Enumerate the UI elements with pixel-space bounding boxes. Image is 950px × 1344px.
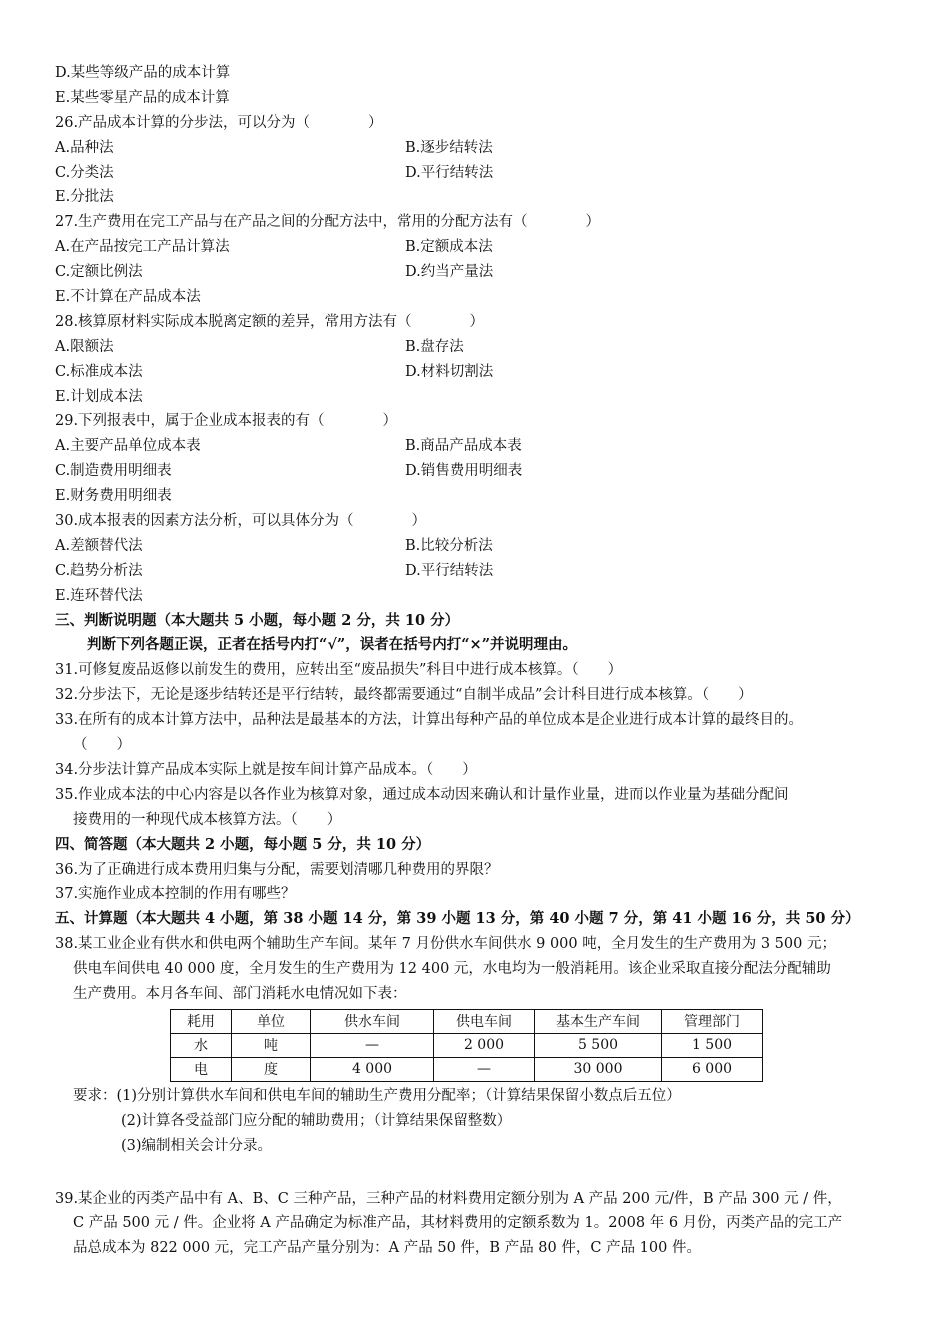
question-38-requirement-2: (2)计算各受益部门应分配的辅助费用；（计算结果保留整数）: [121, 1112, 512, 1129]
question-30-row-cd: [55, 559, 905, 584]
section-4-title: 四、简答题（本大题共 2 小题，每小题 5 分，共 10 分）: [55, 835, 431, 853]
option-c: C.趋势分析法: [55, 562, 143, 579]
exam-page: [55, 61, 905, 1261]
option-c: C.分类法: [55, 164, 114, 181]
option-e: E.计划成本法: [55, 388, 143, 405]
option-b: B.逐步结转法: [405, 139, 493, 156]
table-cell: 5 500: [535, 1033, 662, 1057]
option-c: C.制造费用明细表: [55, 463, 172, 480]
question-39-line-3: 品总成本为 822 000 元，完工产品产量分别为：A 产品 50 件，B 产品 80 件，C 产品 100 件。: [73, 1240, 701, 1257]
question-35-continuation: 接费用的一种现代成本核算方法。（ ）: [73, 811, 342, 828]
option-a: A.主要产品单位成本表: [55, 438, 201, 455]
option-a: A.品种法: [55, 139, 114, 156]
table-row: [171, 1057, 763, 1081]
question-26-row-cd: [55, 161, 905, 186]
option-e: E.不计算在产品成本法: [55, 289, 201, 306]
question-29-stem: 29.下列报表中，属于企业成本报表的有（ ）: [55, 413, 398, 430]
question-38-line-3: 生产费用。本月各车间、部门消耗水电情况如下表：: [73, 985, 407, 1002]
table-header-cell: 供水车间: [311, 1009, 434, 1033]
option-e: E.分批法: [55, 189, 114, 206]
question-28-stem: 28.核算原材料实际成本脱离定额的差异，常用方法有（ ）: [55, 313, 485, 330]
table-header-row: [171, 1009, 763, 1033]
question-38-line-1: 38.某工业企业有供水和供电两个辅助生产车间。某年 7 月份供水车间供水 9 000 吨，全月发生的生产费用为 3 500 元；: [55, 936, 836, 953]
table-header-cell: 单位: [232, 1009, 311, 1033]
table-cell: —: [434, 1057, 535, 1081]
option-e: E.连环替代法: [55, 587, 143, 604]
question-37: 37.实施作业成本控制的作用有哪些？: [55, 886, 296, 903]
option-d: D.平行结转法: [405, 164, 494, 181]
table-cell: 30 000: [535, 1057, 662, 1081]
question-30-row-ab: [55, 534, 905, 559]
question-39-line-1: 39.某企业的丙类产品中有 A、B、C 三种产品，三种产品的材料费用定额分别为 A 产品 200 元/件，B 产品 300 元 / 件，: [55, 1190, 842, 1207]
question-28-row-cd: [55, 360, 905, 385]
option-d: D.某些等级产品的成本计算: [55, 65, 231, 81]
option-e: E.某些零星产品的成本计算: [55, 89, 230, 106]
section-3-title: 三、判断说明题（本大题共 5 小题，每小题 2 分，共 10 分）: [55, 611, 460, 629]
table-cell: —: [311, 1033, 434, 1057]
option-a: A.在产品按完工产品计算法: [55, 239, 230, 256]
table-cell: 6 000: [662, 1057, 763, 1081]
option-b: B.盘存法: [405, 338, 464, 355]
table-cell: 水: [171, 1033, 232, 1057]
table-header-cell: 供电车间: [434, 1009, 535, 1033]
option-d: D.约当产量法: [405, 264, 494, 281]
question-34: 34.分步法计算产品成本实际上就是按车间计算产品成本。（ ）: [55, 761, 477, 778]
option-b: B.定额成本法: [405, 239, 493, 256]
option-b: B.比较分析法: [405, 537, 493, 554]
option-e: E.财务费用明细表: [55, 488, 172, 505]
question-32: 32.分步法下，无论是逐步结转还是平行结转，最终都需要通过“自制半成品”会计科目进行成本核算。（ ）: [55, 687, 753, 704]
question-28-row-ab: [55, 335, 905, 360]
option-a: A.限额法: [55, 338, 114, 355]
option-b: B.商品产品成本表: [405, 438, 522, 455]
option-d: D.平行结转法: [405, 562, 494, 579]
question-39-line-2: C 产品 500 元 / 件。企业将 A 产品确定为标准产品，其材料费用的定额系数为 1。2008 年 6 月份，丙类产品的完工产: [73, 1215, 843, 1232]
question-30-stem: 30.成本报表的因素方法分析，可以具体分为（ ）: [55, 513, 427, 530]
question-27-stem: 27.生产费用在完工产品与在产品之间的分配方法中，常用的分配方法有（ ）: [55, 214, 601, 231]
question-27-row-ab: [55, 235, 905, 260]
question-26-row-ab: [55, 136, 905, 161]
question-38-requirement-3: (3)编制相关会计分录。: [121, 1137, 273, 1154]
table-cell: 2 000: [434, 1033, 535, 1057]
option-a: A.差额替代法: [55, 537, 143, 554]
question-35: 35.作业成本法的中心内容是以各作业为核算对象，通过成本动因来确认和计量作业量，进而以作业量为基础分配间: [55, 786, 789, 803]
spacer: [55, 1159, 905, 1187]
question-36: 36.为了正确进行成本费用归集与分配，需要划清哪几种费用的界限？: [55, 861, 499, 878]
table-cell: 吨: [232, 1033, 311, 1057]
option-d: D.材料切割法: [405, 363, 494, 380]
utility-consumption-table: [170, 1009, 763, 1082]
option-c: C.标准成本法: [55, 363, 143, 380]
table-cell: 度: [232, 1057, 311, 1081]
question-29-row-cd: [55, 459, 905, 484]
table-cell: 4 000: [311, 1057, 434, 1081]
question-26-stem: 26.产品成本计算的分步法，可以分为（ ）: [55, 114, 383, 131]
question-38-requirement-1: 要求：(1)分别计算供水车间和供电车间的辅助生产费用分配率；（计算结果保留小数点后五位）: [73, 1087, 681, 1104]
table-row: [171, 1033, 763, 1057]
section-5-title: 五、计算题（本大题共 4 小题，第 38 小题 14 分，第 39 小题 13 分，第 40 小题 7 分，第 41 小题 16 分，共 50 分）: [55, 910, 860, 928]
question-33-continuation: （ ）: [73, 737, 131, 754]
table-header-cell: 管理部门: [662, 1009, 763, 1033]
table-header-cell: 基本生产车间: [535, 1009, 662, 1033]
section-3-instruction: 判断下列各题正误，正者在括号内打“√”，误者在括号内打“×”并说明理由。: [87, 636, 578, 654]
option-c: C.定额比例法: [55, 264, 143, 281]
table-header-cell: 耗用: [171, 1009, 232, 1033]
question-27-row-cd: [55, 260, 905, 285]
question-38-line-2: 供电车间供电 40 000 度，全月发生的生产费用为 12 400 元，水电均为一般消耗用。该企业采取直接分配法分配辅助: [73, 961, 831, 978]
question-31: 31.可修复废品返修以前发生的费用，应转出至“废品损失”科目中进行成本核算。（ ）: [55, 662, 623, 679]
option-d: D.销售费用明细表: [405, 463, 523, 480]
table-cell: 1 500: [662, 1033, 763, 1057]
question-33: 33.在所有的成本计算方法中，品种法是最基本的方法，计算出每种产品的单位成本是企业进行成本计算的最终目的。: [55, 712, 804, 729]
question-29-row-ab: [55, 434, 905, 459]
table-cell: 电: [171, 1057, 232, 1081]
